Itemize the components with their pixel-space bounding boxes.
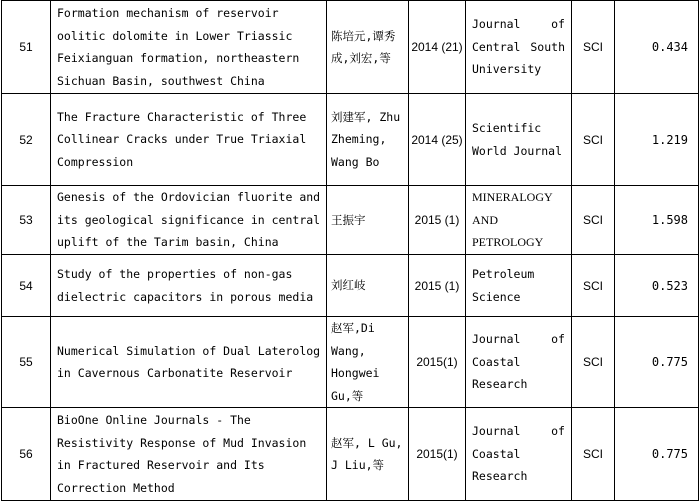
impact-factor: 0.523 <box>615 255 699 317</box>
index-type: SCI <box>572 317 615 408</box>
authors: 刘建军, Zhu Zheming, Wang Bo <box>327 94 409 186</box>
index-type: SCI <box>572 1 615 94</box>
publication-table <box>1 0 699 501</box>
year-issue: 2014 (21) <box>409 1 466 94</box>
paper-title: Genesis of the Ordovician fluorite and its geological significance in central uplift of the Tarim basin, China <box>51 186 327 255</box>
year-issue: 2015 (1) <box>409 186 466 255</box>
journal-name: Journal of Central South University <box>466 1 572 94</box>
year-issue: 2015(1) <box>409 317 466 408</box>
authors: 赵军,Di Wang, Hongwei Gu,等 <box>327 317 409 408</box>
paper-title: Study of the properties of non-gas dielectric capacitors in porous media <box>51 255 327 317</box>
authors: 刘红岐 <box>327 255 409 317</box>
journal-name: Journal of Coastal Research <box>466 317 572 408</box>
impact-factor: 0.775 <box>615 408 699 501</box>
authors: 王振宇 <box>327 186 409 255</box>
row-number: 52 <box>2 94 51 186</box>
journal-name: Petroleum Science <box>466 255 572 317</box>
row-number: 55 <box>2 317 51 408</box>
table-row <box>2 317 699 408</box>
row-number: 53 <box>2 186 51 255</box>
impact-factor: 1.598 <box>615 186 699 255</box>
journal-name: MINERALOGY AND PETROLOGY <box>466 186 572 255</box>
journal-name: Scientific World Journal <box>466 94 572 186</box>
index-type: SCI <box>572 94 615 186</box>
journal-name: Journal of Coastal Research <box>466 408 572 501</box>
impact-factor: 0.775 <box>615 317 699 408</box>
row-number: 56 <box>2 408 51 501</box>
paper-title: Numerical Simulation of Dual Laterolog in Cavernous Carbonatite Reservoir <box>51 317 327 408</box>
table-row <box>2 408 699 501</box>
paper-title: BioOne Online Journals - The Resistivity Response of Mud Invasion in Fractured Reservoir and Its Correction Method <box>51 408 327 501</box>
table-row <box>2 94 699 186</box>
paper-title: The Fracture Characteristic of Three Collinear Cracks under True Triaxial Compression <box>51 94 327 186</box>
index-type: SCI <box>572 255 615 317</box>
year-issue: 2015 (1) <box>409 255 466 317</box>
year-issue: 2014 (25) <box>409 94 466 186</box>
index-type: SCI <box>572 408 615 501</box>
table-row <box>2 255 699 317</box>
authors: 陈培元,谭秀成,刘宏,等 <box>327 1 409 94</box>
authors: 赵军, L Gu, J Liu,等 <box>327 408 409 501</box>
row-number: 51 <box>2 1 51 94</box>
row-number: 54 <box>2 255 51 317</box>
year-issue: 2015(1) <box>409 408 466 501</box>
impact-factor: 0.434 <box>615 1 699 94</box>
paper-title: Formation mechanism of reservoir oolitic dolomite in Lower Triassic Feixianguan formation, northeastern Sichuan Basin, southwest China <box>51 1 327 94</box>
table-row <box>2 1 699 94</box>
index-type: SCI <box>572 186 615 255</box>
impact-factor: 1.219 <box>615 94 699 186</box>
table-row <box>2 186 699 255</box>
